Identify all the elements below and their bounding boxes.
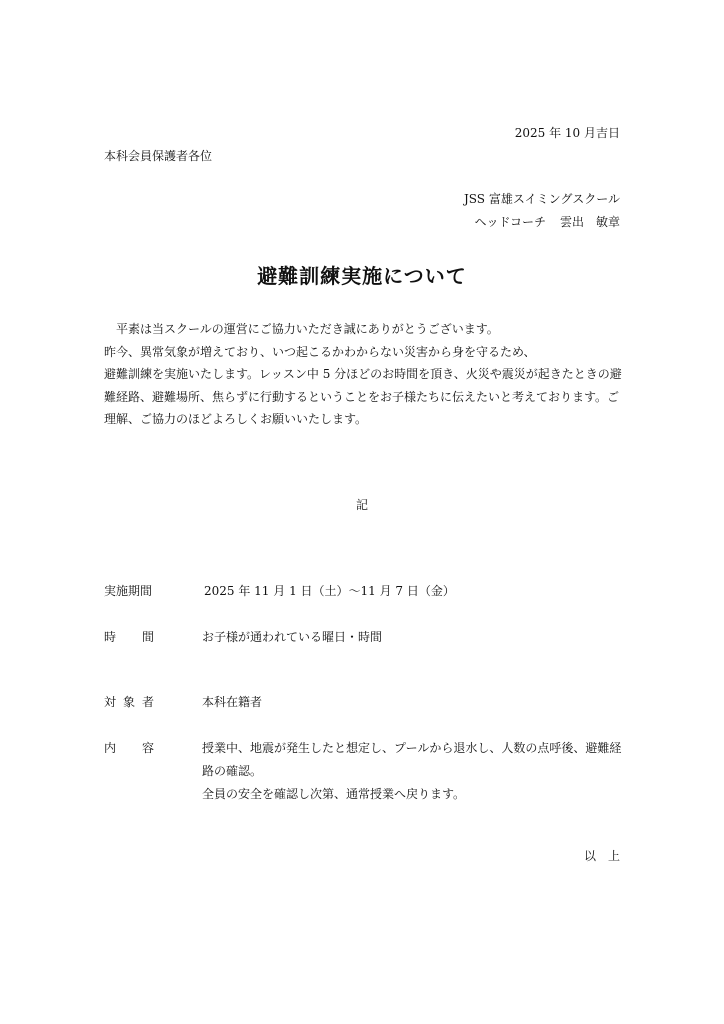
- detail-label-target: [104, 691, 154, 714]
- label-char: 者: [141, 695, 154, 709]
- detail-row-content: [104, 737, 624, 806]
- label-char: 時: [104, 630, 117, 644]
- sender-block: [464, 188, 620, 234]
- content-line-2: 全員の安全を確認し次第、通常授業へ戻ります。: [202, 787, 466, 801]
- body-line-reason: 昨今、異常気象が増えており、いつ起こるかわからない災害から身を守るため、: [104, 344, 536, 359]
- body-line-description: 避難訓練を実施いたします。レッスン中 5 分ほどのお時間を頂き、火災や震災が起きたときの避難経路、避難場所、焦らずに行動するということをお子様たちに伝えたいと考えております。ご理解、ご協力のほどよろしくお願いいたします。: [104, 367, 622, 426]
- detail-value-target: 本科在籍者: [202, 695, 263, 709]
- label-char: 間: [141, 630, 154, 644]
- detail-label-content: [104, 737, 154, 806]
- label-char: 対: [104, 695, 117, 709]
- detail-row-period: [104, 580, 624, 603]
- sender-name: 雲出 敏章: [559, 215, 620, 229]
- detail-row-target: [104, 691, 624, 714]
- body-line-greeting: 平素は当スクールの運営にご協力いただき誠にありがとうございます。: [116, 322, 499, 336]
- body-text: [104, 318, 624, 431]
- label-char: 実施期間: [104, 584, 153, 598]
- content-line-1: 授業中、地震が発生したと想定し、プールから退水し、人数の点呼後、避難経路の確認。: [202, 741, 622, 778]
- label-char: 容: [141, 741, 154, 755]
- recipient: 本科会員保護者各位: [104, 149, 213, 163]
- detail-value-period: 2025 年 11 月 1 日（土）～11 月 7 日（金）: [204, 584, 455, 598]
- detail-value-time: お子様が通われている曜日・時間: [202, 630, 383, 644]
- document-date: 2025 年 10 月吉日: [514, 126, 620, 140]
- closing-ijo: 以上: [583, 849, 632, 863]
- detail-label-period: [104, 580, 156, 603]
- document-title: 避難訓練実施について: [257, 264, 467, 288]
- sender-title: ヘッドコーチ: [474, 215, 546, 229]
- detail-label-time: [104, 626, 154, 649]
- sender-name-line: [464, 211, 620, 234]
- detail-value-content: [202, 737, 622, 806]
- label-char: 象: [122, 695, 135, 709]
- sender-organization: JSS 富雄スイミングスクール: [463, 192, 620, 206]
- label-char: 内: [104, 741, 117, 755]
- ki-marker: 記: [355, 498, 368, 512]
- detail-row-time: [104, 626, 624, 649]
